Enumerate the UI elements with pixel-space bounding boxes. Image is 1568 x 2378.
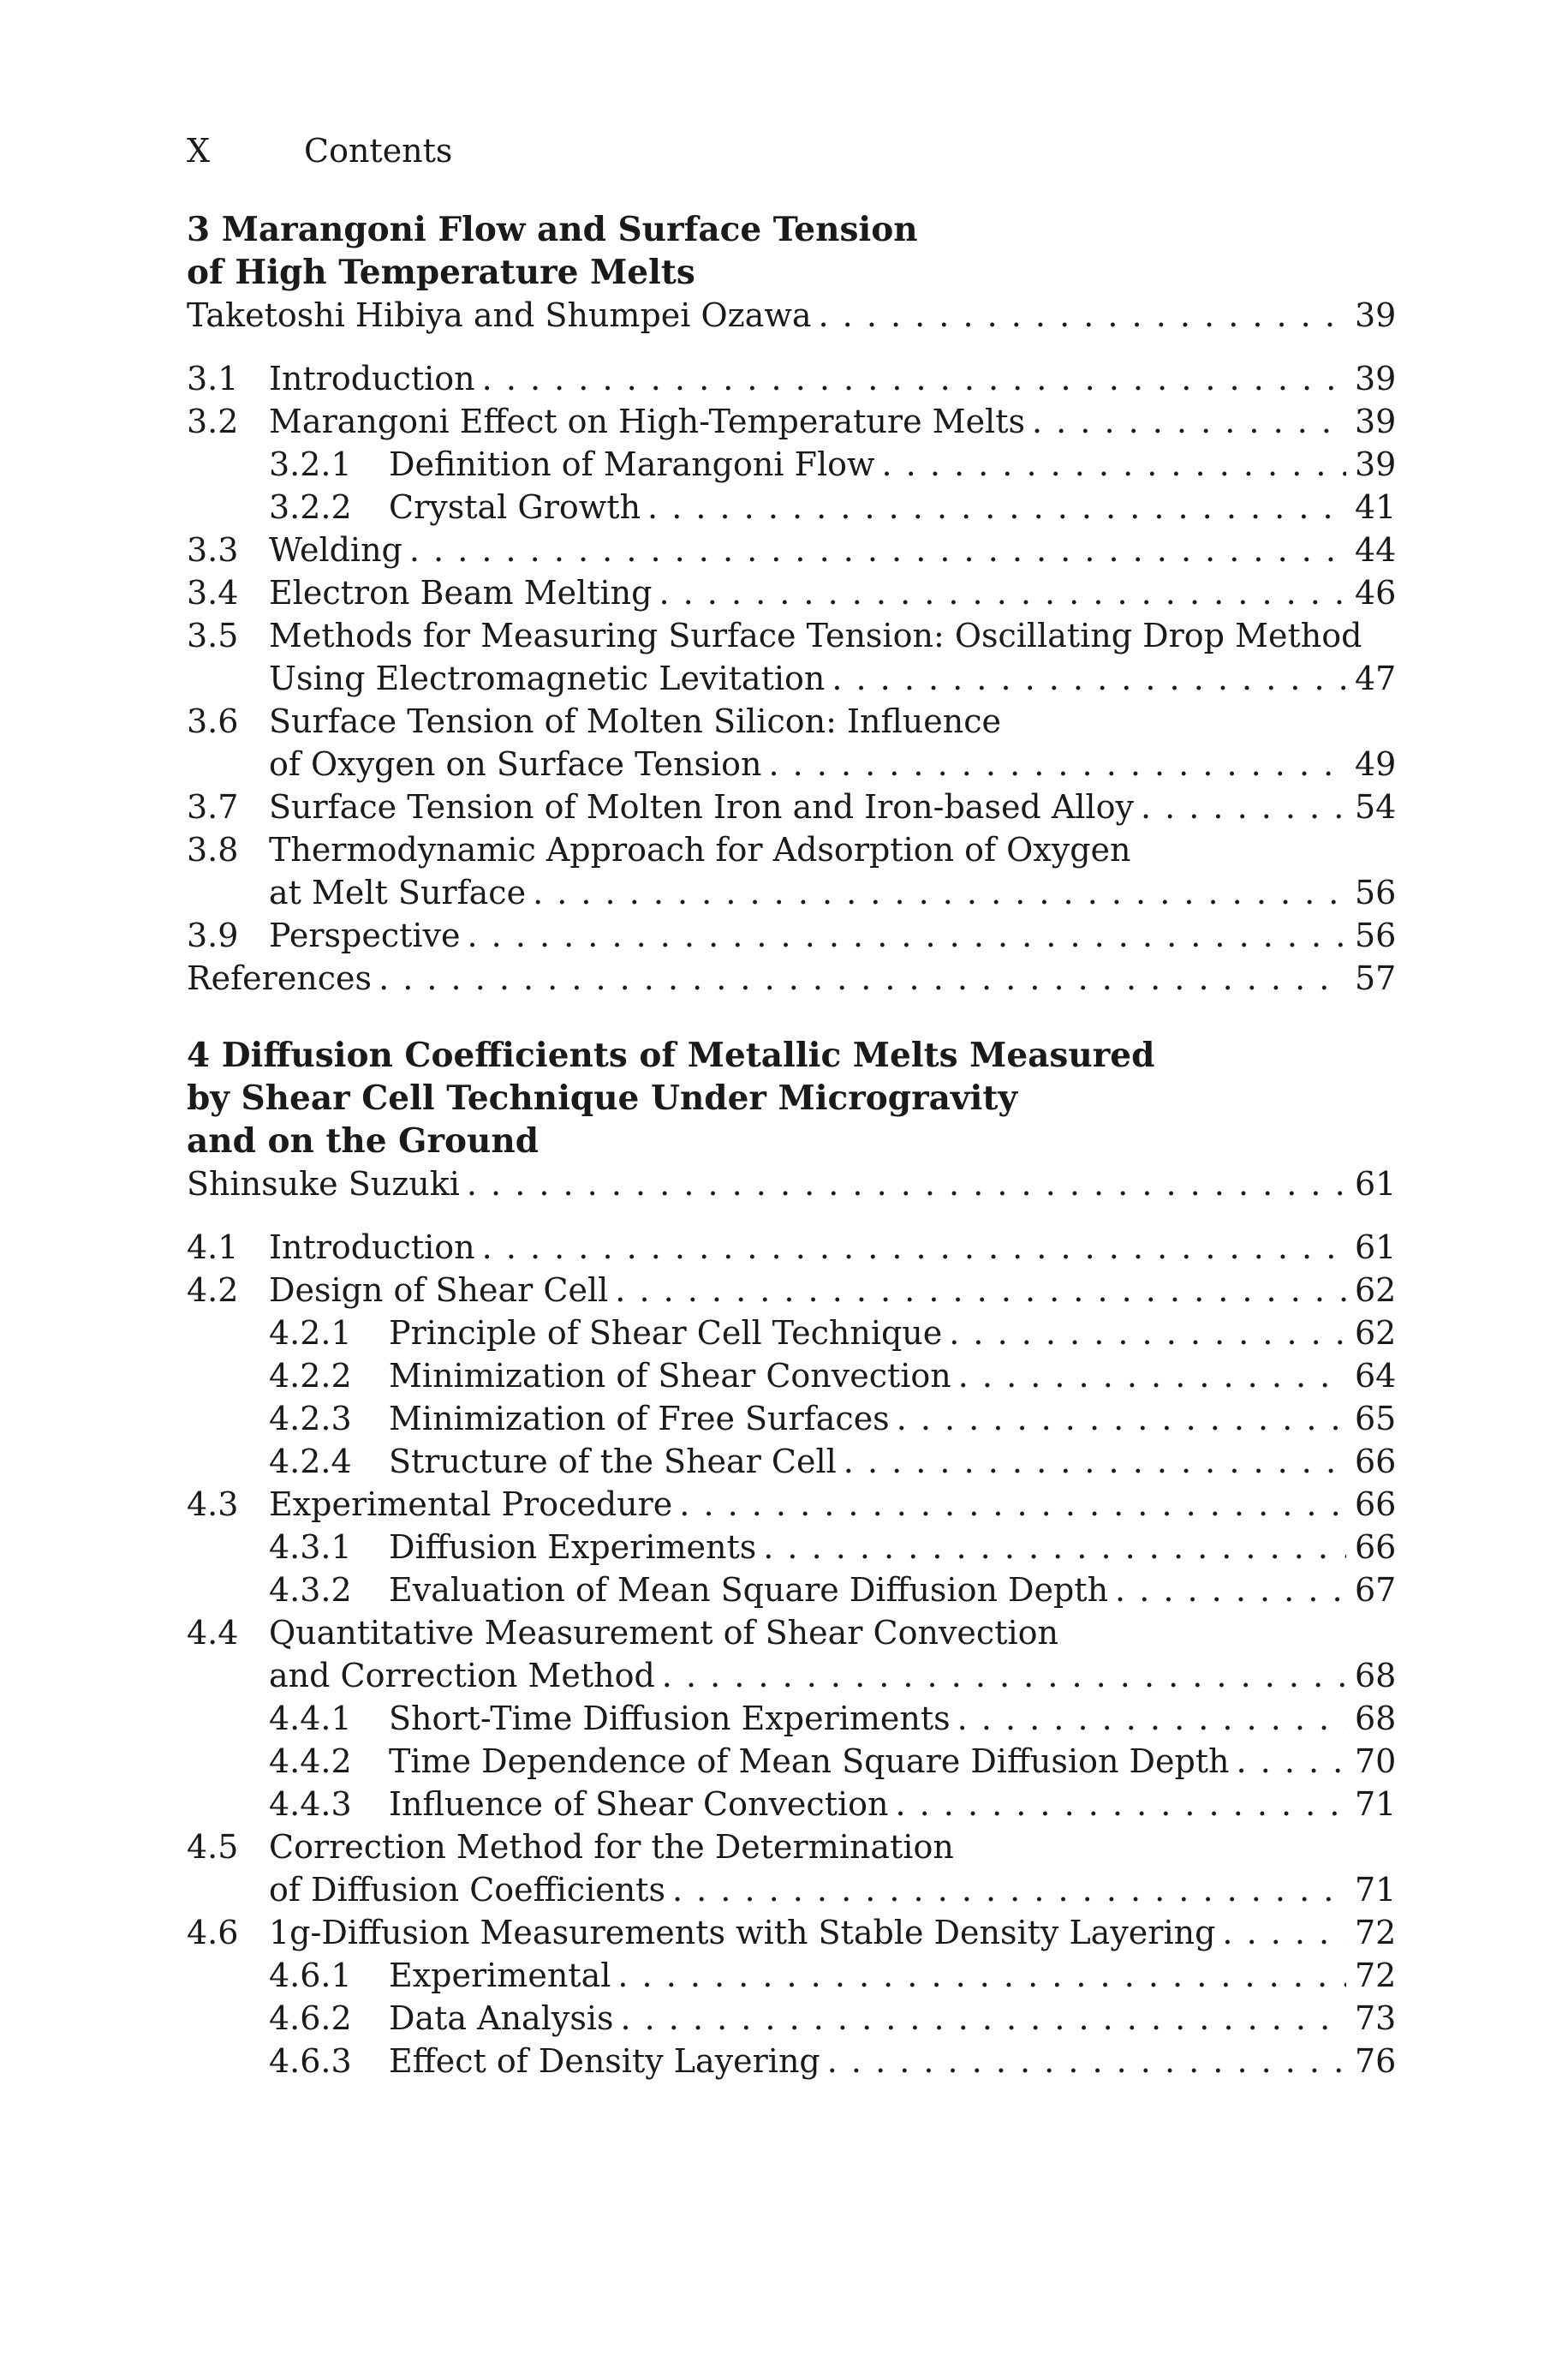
chapter-page: 61 [1355, 1165, 1397, 1203]
entry-title: Effect of Density Layering [389, 2042, 820, 2080]
dot-leader [958, 1354, 1346, 1397]
entry-number: 4.3 [187, 1485, 239, 1523]
toc-entry [187, 914, 1397, 957]
dot-leader [679, 1483, 1346, 1526]
entry-number: 4.4.1 [269, 1700, 352, 1737]
toc-subentry [187, 486, 1397, 529]
entry-title: Welding [269, 531, 402, 569]
dot-leader [647, 486, 1346, 529]
entry-page: 68 [1355, 1700, 1397, 1737]
dot-leader [1032, 400, 1346, 443]
entry-title-line1: Thermodynamic Approach for Adsorption of Oxygen [269, 831, 1131, 869]
entry-title: Experimental Procedure [269, 1485, 673, 1523]
dot-leader [1237, 1740, 1346, 1783]
toc-subentry [187, 1397, 1397, 1440]
entry-title: Marangoni Effect on High-Temperature Melts [269, 403, 1025, 440]
entry-title-line1: Correction Method for the Determination [269, 1828, 954, 1866]
entry-number: 4.6.3 [269, 2042, 352, 2080]
entry-number: 3.6 [187, 702, 239, 740]
entry-title-line1: Surface Tension of Molten Silicon: Influence [269, 702, 1001, 740]
entry-number: 4.6 [187, 1914, 239, 1951]
entry-page: 56 [1355, 917, 1397, 954]
toc-subentry [187, 1783, 1397, 1825]
entry-title-line1: Methods for Measuring Surface Tension: Oscillating Drop Method [269, 617, 1362, 654]
entry-title-line2: at Melt Surface [269, 874, 527, 911]
entry-page: 46 [1355, 574, 1397, 612]
entry-title: Structure of the Shear Cell [389, 1443, 837, 1480]
dot-leader [467, 1162, 1346, 1205]
entry-page: 49 [1355, 745, 1397, 783]
entry-title: Introduction [269, 360, 475, 397]
dot-leader [533, 871, 1346, 914]
entry-number: 3.3 [187, 531, 239, 569]
entry-number: 4.4 [187, 1614, 239, 1652]
toc-subentry [187, 1697, 1397, 1740]
entry-page: 54 [1355, 788, 1397, 826]
dot-leader [615, 1269, 1346, 1311]
entry-page: 39 [1355, 445, 1397, 483]
dot-leader [844, 1440, 1346, 1483]
entry-title: Electron Beam Melting [269, 574, 653, 612]
entry-title: Design of Shear Cell [269, 1271, 609, 1309]
entry-number: 3.2.1 [269, 445, 352, 483]
entry-title: Crystal Growth [389, 488, 641, 526]
entry-title: Time Dependence of Mean Square Diffusion Depth [389, 1742, 1230, 1780]
entry-page: 41 [1355, 488, 1397, 526]
entry-number: 4.4.3 [269, 1785, 352, 1823]
entry-title: 1g-Diffusion Measurements with Stable Density Layering [269, 1914, 1216, 1951]
toc-entry [187, 357, 1397, 400]
entry-page: 39 [1355, 360, 1397, 397]
entry-number: 4.3.2 [269, 1571, 352, 1609]
references-page: 57 [1355, 959, 1397, 997]
entry-number: 4.4.2 [269, 1742, 352, 1780]
entry-title-line2: and Correction Method [269, 1657, 655, 1694]
dot-leader [957, 1697, 1346, 1740]
chapter-authors-entry [187, 1162, 1397, 1205]
toc-entry [187, 786, 1397, 828]
toc-entry [187, 1825, 1397, 1911]
entry-title-line2: of Oxygen on Surface Tension [269, 745, 762, 783]
toc-subentry [187, 1354, 1397, 1397]
dot-leader [662, 1654, 1346, 1697]
entry-number: 4.2.1 [269, 1314, 352, 1352]
entry-number: 4.2.4 [269, 1443, 352, 1480]
page-number: X [187, 132, 211, 170]
entry-page: 44 [1355, 531, 1397, 569]
chapter-title: 4 Diffusion Coefficients of Metallic Melts Measured by Shear Cell Technique Under Microgravity and on the Ground [187, 1036, 1155, 1161]
entry-page: 39 [1355, 403, 1397, 440]
chapter-title: 3 Marangoni Flow and Surface Tension of High Temperature Melts [187, 210, 918, 292]
dot-leader [827, 2040, 1346, 2082]
entry-page: 72 [1355, 1914, 1397, 1951]
toc-subentry [187, 1954, 1397, 1997]
toc-entry [187, 1911, 1397, 1954]
entry-number: 3.9 [187, 917, 239, 954]
entry-page: 73 [1355, 1999, 1397, 2037]
entry-number: 3.8 [187, 831, 239, 869]
toc-entry [187, 614, 1397, 700]
chapter-4 [187, 1034, 1397, 2082]
references-title: References [187, 959, 373, 997]
entry-title: Minimization of Shear Convection [389, 1357, 951, 1395]
entry-page: 66 [1355, 1528, 1397, 1566]
entry-title: Short-Time Diffusion Experiments [389, 1700, 951, 1737]
entry-number: 4.2 [187, 1271, 239, 1309]
entry-number: 3.4 [187, 574, 239, 612]
dot-leader [819, 294, 1347, 337]
toc-subentry [187, 443, 1397, 486]
entry-title-line2: Using Electromagnetic Levitation [269, 660, 826, 697]
entry-title: Data Analysis [389, 1999, 614, 2037]
entry-title: Surface Tension of Molten Iron and Iron-based Alloy [269, 788, 1134, 826]
entry-title: Definition of Marangoni Flow [389, 445, 875, 483]
entry-title: Introduction [269, 1228, 475, 1266]
dot-leader [409, 529, 1346, 571]
entry-number: 3.2 [187, 403, 239, 440]
toc-entry [187, 1611, 1397, 1697]
dot-leader [1222, 1911, 1346, 1954]
toc-entry [187, 529, 1397, 571]
toc-subentry [187, 1997, 1397, 2040]
dot-leader [897, 1397, 1346, 1440]
dot-leader [482, 357, 1346, 400]
entry-page: 56 [1355, 874, 1397, 911]
dot-leader [895, 1783, 1346, 1825]
entry-page: 66 [1355, 1485, 1397, 1523]
dot-leader [832, 657, 1346, 700]
dot-leader [659, 571, 1346, 614]
entry-page: 64 [1355, 1357, 1397, 1395]
entry-number: 4.6.2 [269, 1999, 352, 2037]
toc-subentry [187, 2040, 1397, 2082]
entry-page: 65 [1355, 1400, 1397, 1437]
entry-page: 61 [1355, 1228, 1397, 1266]
entry-title: Principle of Shear Cell Technique [389, 1314, 943, 1352]
entry-number: 4.3.1 [269, 1528, 352, 1566]
toc-entry [187, 400, 1397, 443]
toc-entry [187, 700, 1397, 786]
toc-subentry [187, 1740, 1397, 1783]
dot-leader [379, 957, 1346, 1000]
entry-page: 62 [1355, 1314, 1397, 1352]
toc-entry [187, 1226, 1397, 1269]
entry-page: 72 [1355, 1957, 1397, 1994]
entry-number: 4.2.3 [269, 1400, 352, 1437]
entry-title: Influence of Shear Convection [389, 1785, 889, 1823]
entry-title-line1: Quantitative Measurement of Shear Convection [269, 1614, 1058, 1652]
entry-page: 70 [1355, 1742, 1397, 1780]
entry-title: Diffusion Experiments [389, 1528, 757, 1566]
dot-leader [1115, 1568, 1346, 1611]
entry-page: 68 [1355, 1657, 1397, 1694]
references-entry [187, 957, 1397, 1000]
entry-number: 3.1 [187, 360, 239, 397]
chapter-authors-entry [187, 294, 1397, 337]
toc-entry [187, 571, 1397, 614]
dot-leader [763, 1526, 1346, 1568]
toc-subentry [187, 1311, 1397, 1354]
entry-page: 67 [1355, 1571, 1397, 1609]
chapter-page: 39 [1355, 296, 1397, 334]
dot-leader [882, 443, 1347, 486]
entry-page: 66 [1355, 1443, 1397, 1480]
dot-leader [768, 743, 1346, 786]
entry-page: 62 [1355, 1271, 1397, 1309]
entry-title: Minimization of Free Surfaces [389, 1400, 890, 1437]
toc-entry [187, 1269, 1397, 1311]
running-head-title: Contents [304, 132, 453, 170]
entry-page: 76 [1355, 2042, 1397, 2080]
entry-number: 4.5 [187, 1828, 239, 1866]
chapter-authors: Shinsuke Suzuki [187, 1165, 460, 1203]
dot-leader [617, 1954, 1346, 1997]
dot-leader [672, 1868, 1346, 1911]
entry-page: 71 [1355, 1785, 1397, 1823]
entry-title: Experimental [389, 1957, 611, 1994]
entry-number: 4.1 [187, 1228, 239, 1266]
entry-number: 3.2.2 [269, 488, 352, 526]
toc-subentry [187, 1568, 1397, 1611]
dot-leader [468, 914, 1347, 957]
toc-subentry [187, 1440, 1397, 1483]
dot-leader [949, 1311, 1346, 1354]
chapter-3 [187, 208, 1397, 1000]
entry-number: 3.5 [187, 617, 239, 654]
entry-page: 47 [1355, 660, 1397, 697]
entry-number: 3.7 [187, 788, 239, 826]
entry-number: 4.2.2 [269, 1357, 352, 1395]
entry-page: 71 [1355, 1871, 1397, 1909]
dot-leader [620, 1997, 1346, 2040]
entry-title-line2: of Diffusion Coefficients [269, 1871, 665, 1909]
toc-entry [187, 1483, 1397, 1526]
toc-subentry [187, 1526, 1397, 1568]
entry-title: Perspective [269, 917, 461, 954]
chapter-authors: Taketoshi Hibiya and Shumpei Ozawa [187, 296, 812, 334]
entry-number: 4.6.1 [269, 1957, 352, 1994]
dot-leader [1141, 786, 1346, 828]
running-head [187, 130, 1386, 171]
entry-title: Evaluation of Mean Square Diffusion Depth [389, 1571, 1109, 1609]
dot-leader [482, 1226, 1346, 1269]
toc-entry [187, 828, 1397, 914]
